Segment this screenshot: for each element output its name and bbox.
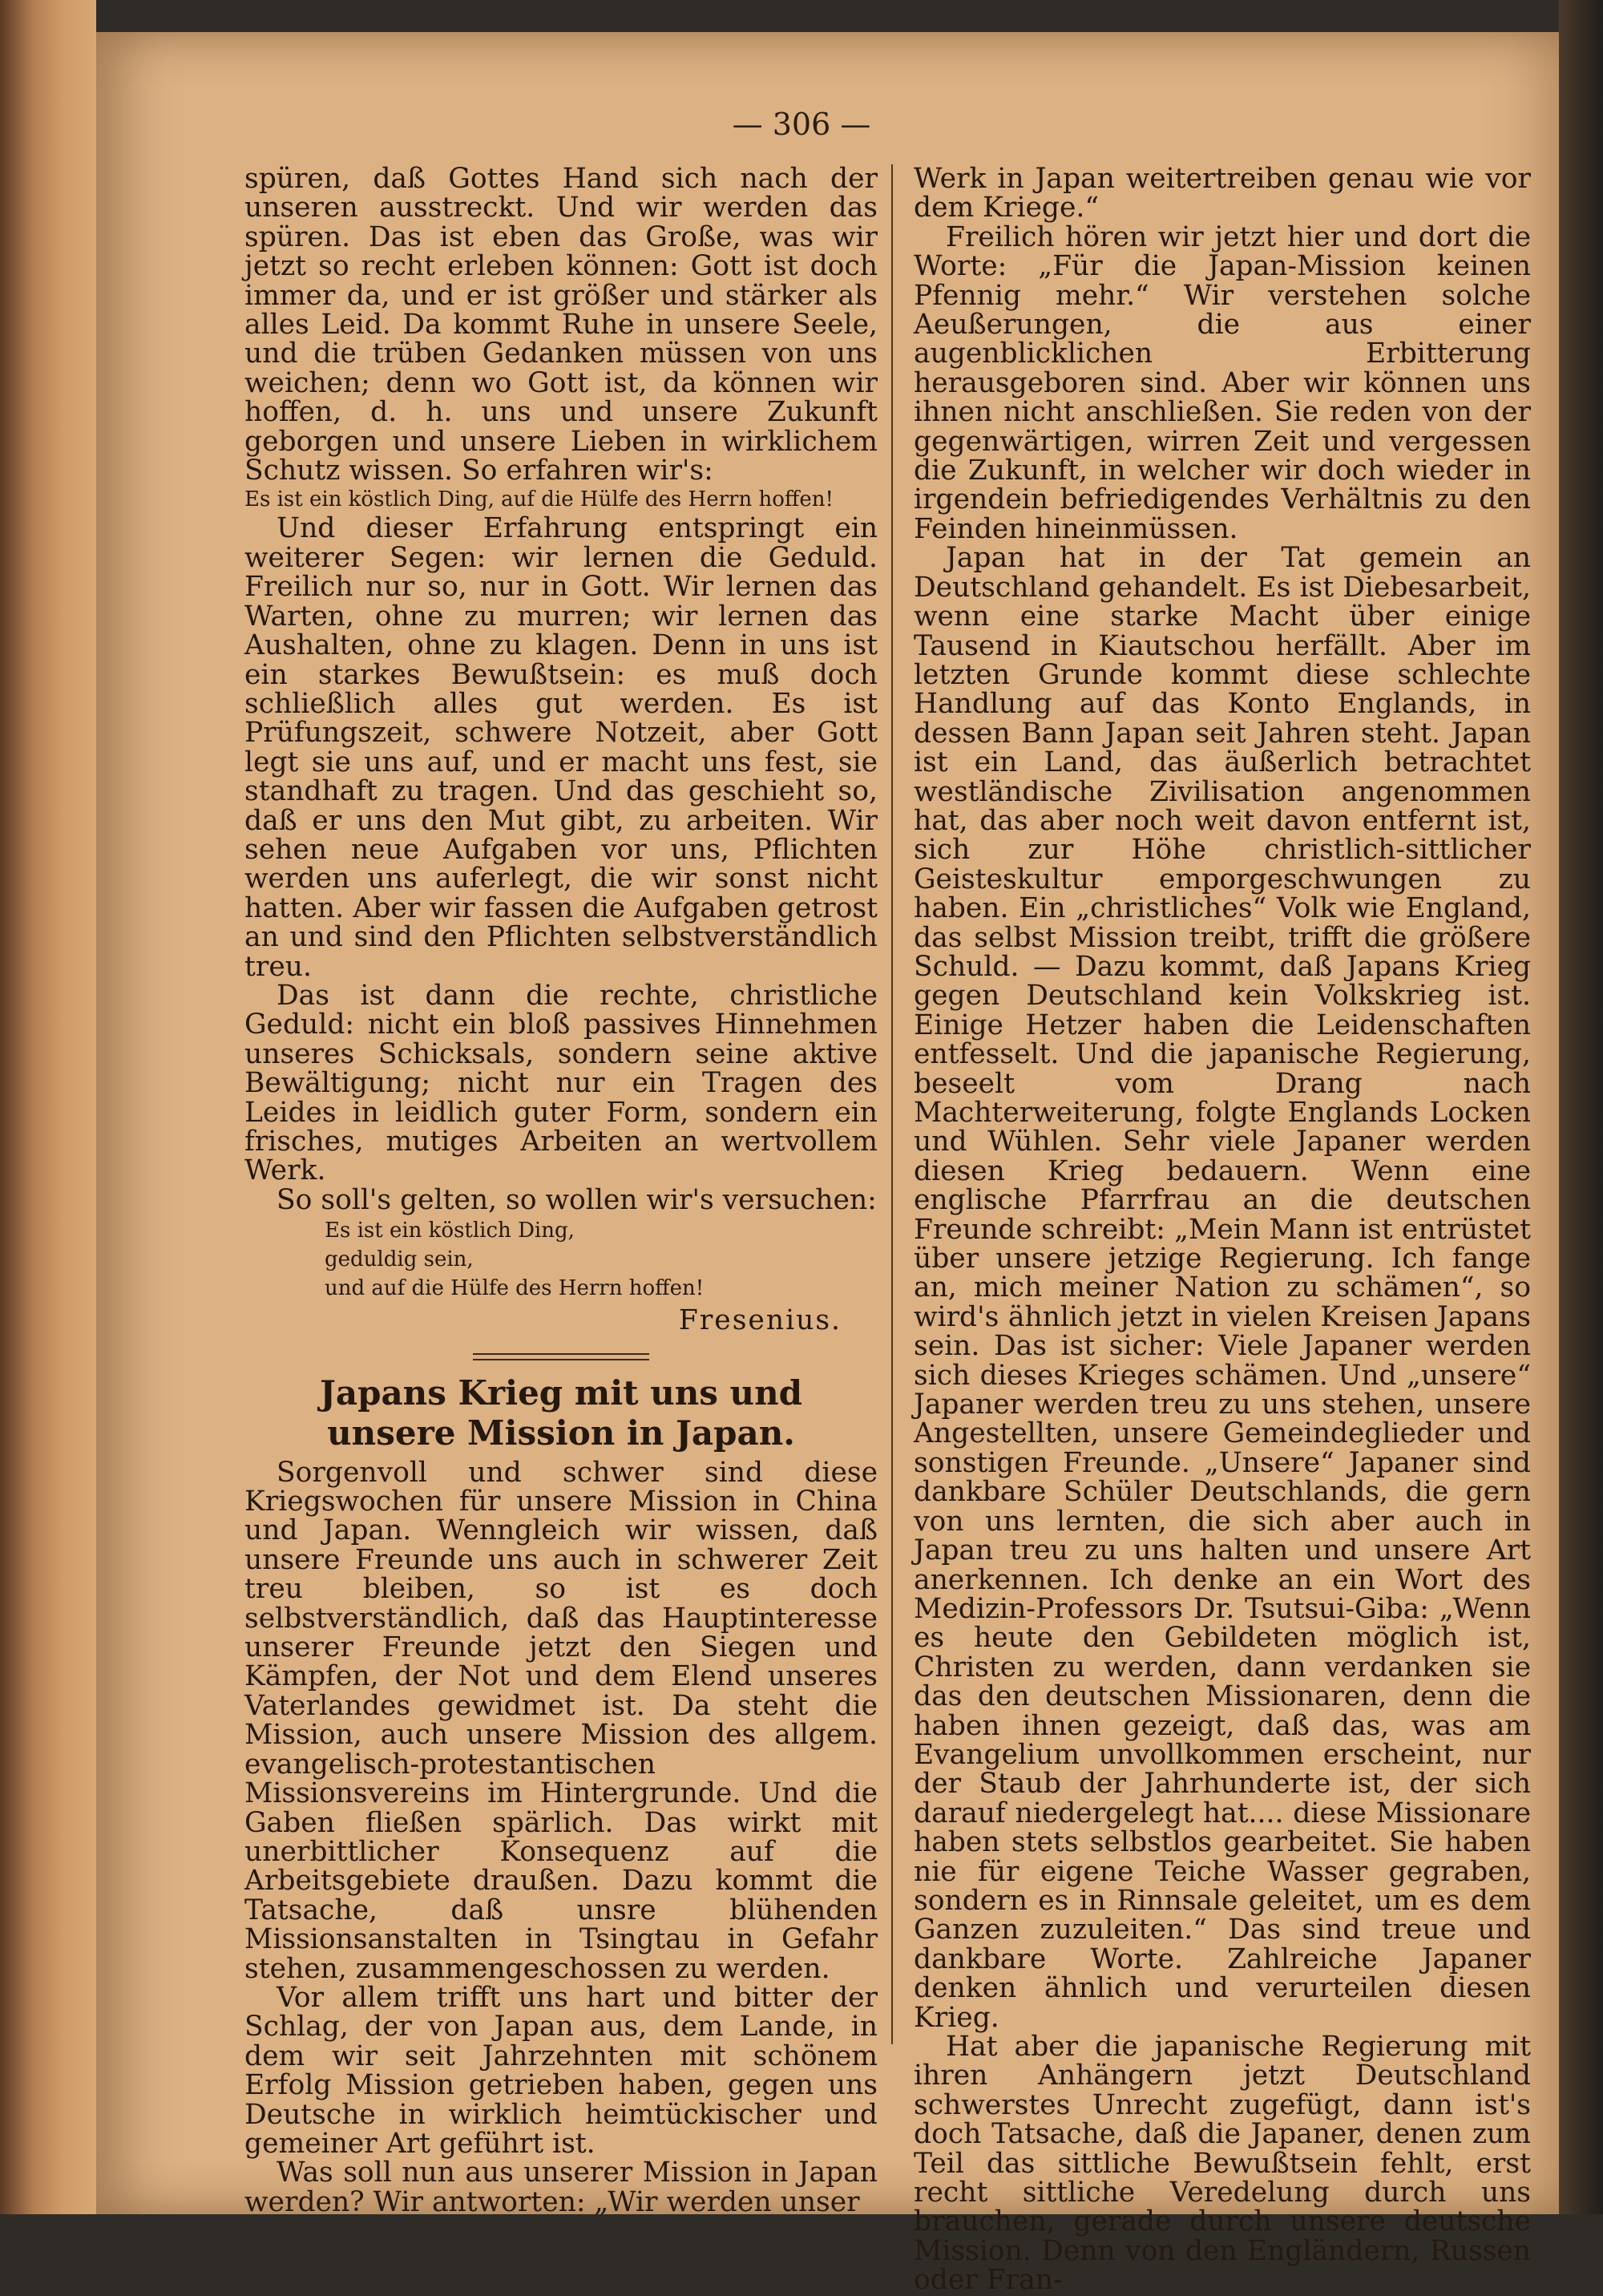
- paragraph: Sorgenvoll und schwer sind diese Kriegswochen für unsere Mission in China und Japan. Wenngleich wir wissen, daß unsere Freunde uns auch in schwerer Zeit treu bleiben, so ist es doch selbstverständlich, daß das Hauptinteresse unserer Freunde jetzt den Siegen und Kämpfen, der Not und dem Elend unseres Vaterlandes gewidmet ist. Da steht die Mission, auch unsere Mission des allgem. evangelisch-protestantischen Missionsvereins im Hintergrunde. Und die Gaben fließen spärlich. Das wirkt mit unerbittlicher Konsequenz auf die Arbeitsgebiete draußen. Dazu kommt die Tatsache, daß unsre blühenden Missionsanstalten in Tsingtau in Gefahr stehen, zusammengeschossen zu werden.: [244, 1456, 878, 1985]
- section-divider: [473, 1353, 649, 1360]
- paragraph: Das ist dann die rechte, christliche Geduld: nicht ein bloß passives Hinnehmen unseres Schicksals, sondern seine aktive Bewältigung; nicht nur ein Tragen des Leides in leidlich guter Form, sondern ein frisches, mutiges Arbeiten an wertvollem Werk.: [244, 979, 878, 1187]
- paragraph: Japan hat in der Tat gemein an Deutschland gehandelt. Es ist Diebesarbeit, wenn eine starke Macht über einige Tausend in Kiautschou herfällt. Aber im letzten Grunde kommt diese schlechte Handlung auf das Konto Englands, in dessen Bann Japan seit Jahren steht. Japan ist ein Land, das äußerlich betrachtet westländische Zivilisation angenommen hat, das aber noch weit davon entfernt ist, sich zur Höhe christlich-sittlicher Geisteskultur emporgeschwungen zu haben. Ein „christliches“ Volk wie England, das selbst Mission treibt, trifft die größere Schuld. — Dazu kommt, daß Japans Krieg gegen Deutschland kein Volkskrieg ist. Einige Hetzer haben die Leidenschaften entfesselt. Und die japanische Regierung, beseelt vom Drang nach Machterweiterung, folgte Englands Locken und Wühlen. Sehr viele Japaner werden diesen Krieg bedauern. Wenn eine englische Pfarrfrau an die deutschen Freunde schreibt: „Mein Mann ist entrüstet über unsere jetzige Regierung. Ich fange an, mich meiner Nation zu schämen“, so wird's ähnlich jetzt in vielen Kreisen Japans sein. Das ist sicher: Viele Japaner werden sich dieses Krieges schämen. Und „unsere“ Japaner werden treu zu uns stehen, unsere Angestellten, unsere Gemeindeglieder und sonstigen Freunde. „Unsere“ Japaner sind dankbare Schüler Deutschlands, die gern von uns lernten, die sich aber auch in Japan treu zu uns halten und unsere Art anerkennen. Ich denke an ein Wort des Medizin-Professors Dr. Tsutsui-Giba: „Wenn es heute den Gebildeten möglich ist, Christen zu werden, dann verdanken sie das den deutschen Missionaren, denn die haben ihnen gezeigt, daß das, was am Evangelium unvollkommen erscheint, nur der Staub der Jahrhunderte ist, der sich darauf niedergelegt hat.... diese Missionare haben stets selbstlos gearbeitet. Sie haben nie für eigene Teiche Wasser gegraben, sondern es in Rinnsale geleitet, um es dem Ganzen zuzuleiten.“ Das sind treue und dankbare Worte. Zahlreiche Japaner denken ähnlich und verurteilen diesen Krieg.: [914, 542, 1531, 2034]
- paragraph: Vor allem trifft uns hart und bitter der Schlag, der von Japan aus, dem Lande, in dem wir seit Jahrzehnten mit schönem Erfolg Mission getrieben haben, gegen uns Deutsche in wirklich heimtückischer und gemeiner Art geführt ist.: [244, 1981, 878, 2160]
- author-signature: Fresenius.: [678, 1304, 842, 1337]
- paragraph: Was soll nun aus unserer Mission in Japan werden? Wir antworten: „Wir werden unser: [244, 2157, 878, 2218]
- verse-line: geduldig sein,: [325, 1247, 474, 1272]
- verse-quote: Es ist ein köstlich Ding, auf die Hülfe des Herrn hoffen!: [244, 487, 834, 512]
- column-divider: [891, 164, 893, 2044]
- page-number: — 306 —: [732, 107, 871, 142]
- verse-line: und auf die Hülfe des Herrn hoffen!: [325, 1276, 705, 1301]
- verse-block: [244, 1216, 878, 1303]
- left-column: [244, 164, 878, 2217]
- right-column: [914, 164, 1531, 2295]
- paragraph: Hat aber die japanische Regierung mit ihren Anhängern jetzt Deutschland schwerstes Unrecht zugefügt, dann ist's doch Tatsache, daß die Japaner, denen zum Teil das sittliche Bewußtsein fehlt, erst recht sittliche Veredelung durch uns brauchen, gerade durch unsere deutsche Mission. Denn von den Engländern, Russen oder Fran-: [914, 2031, 1531, 2296]
- paragraph: Und dieser Erfahrung entspringt ein weiterer Segen: wir lernen die Geduld. Freilich nur so, nur in Gott. Wir lernen das Warten, ohne zu murren; wir lernen das Aushalten, ohne zu klagen. Denn in uns ist ein starkes Bewußtsein: es muß doch schließlich alles gut werden. Es ist Prüfungszeit, schwere Notzeit, aber Gott legt sie uns auf, und er macht uns fest, sie standhaft zu tragen. Und das geschieht so, daß er uns den Mut gibt, zu arbeiten. Wir sehen neue Aufgaben vor uns, Pflichten werden uns auferlegt, die wir sonst nicht hatten. Aber wir fassen die Aufgaben getrost an und sind den Pflichten selbstverständlich treu.: [244, 512, 878, 983]
- page-edge-shadow: [1559, 0, 1603, 2214]
- paragraph: So soll's gelten, so wollen wir's versuchen:: [277, 1183, 877, 1216]
- verse-line: Es ist ein köstlich Ding,: [325, 1219, 575, 1243]
- paragraph: Werk in Japan weitertreiben genau wie vor dem Kriege.“: [914, 163, 1531, 224]
- paragraph: spüren, daß Gottes Hand sich nach der unseren ausstreckt. Und wir werden das spüren. Das ist eben das Große, was wir jetzt so recht erleben können: Gott ist doch immer da, und er ist größer und stärker als alles Leid. Da kommt Ruhe in unsere Seele, und die trüben Gedanken müssen von uns weichen; denn wo Gott ist, da können wir hoffen, d. h. uns und unsere Zukunft geborgen und unsere Lieben in wirklichem Schutz wissen. So erfahren wir's:: [244, 163, 878, 487]
- paragraph: Freilich hören wir jetzt hier und dort die Worte: „Für die Japan-Mission keinen Pfennig mehr.“ Wir verstehen solche Aeußerungen, die aus einer augenblicklichen Erbitterung herausgeboren sind. Aber wir können uns ihnen nicht anschließen. Sie reden von der gegenwärtigen, wirren Zeit und vergessen die Zukunft, in welcher wir doch wieder in irgendein befriedigendes Verhältnis zu den Feinden hineinmüssen.: [914, 220, 1531, 545]
- article-title: Japans Krieg mit uns und unsere Mission in Japan.: [320, 1372, 802, 1453]
- book-spine: [0, 0, 96, 2214]
